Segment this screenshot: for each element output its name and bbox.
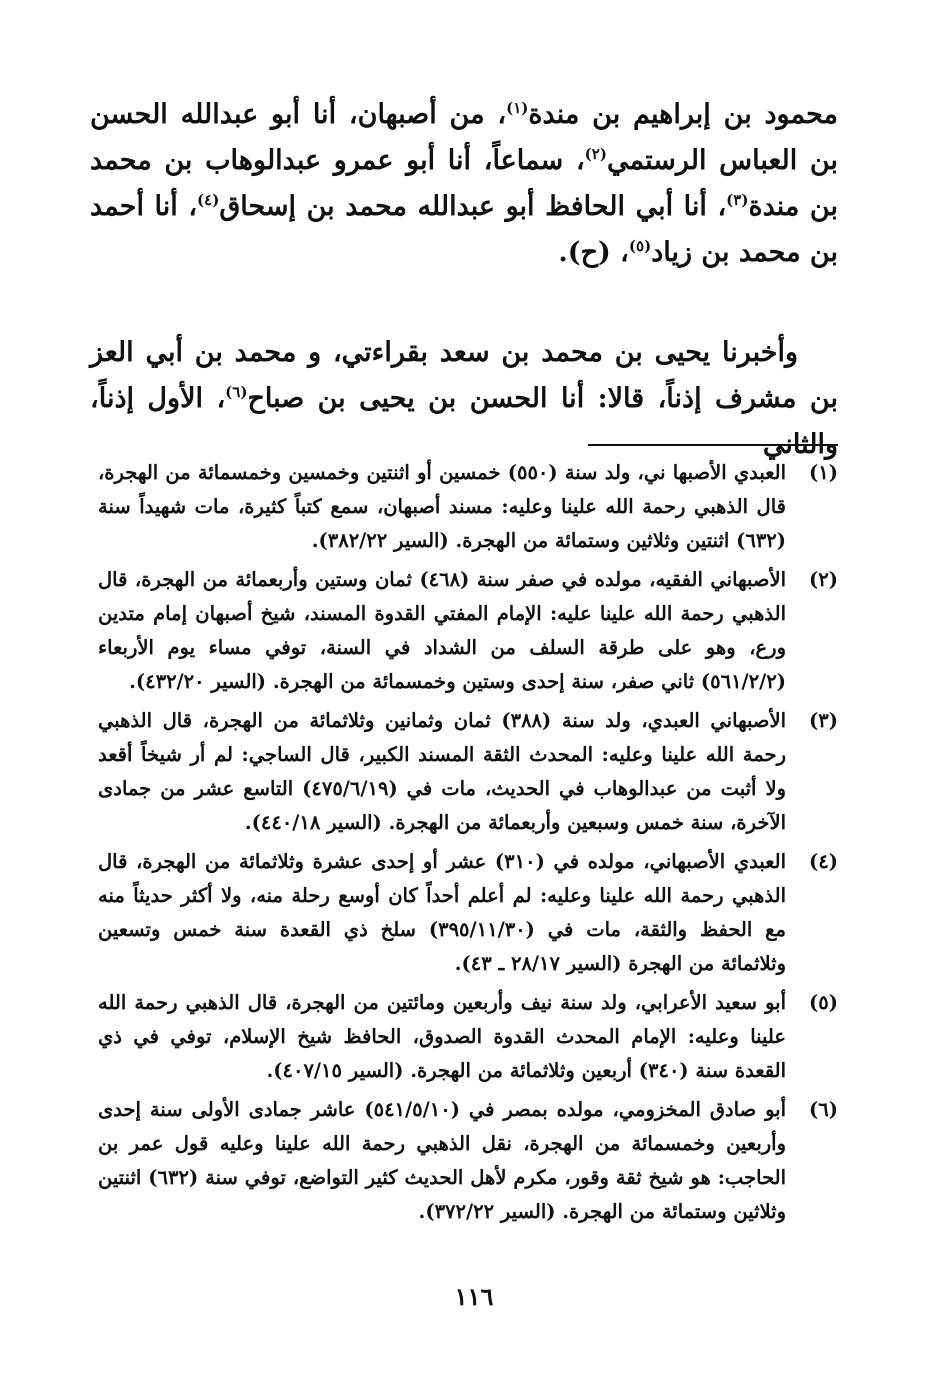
footnote-ref-1: (١) <box>506 99 529 117</box>
footnote-ref-6: (٦) <box>225 383 248 401</box>
footnote-number: (٢) <box>809 568 838 591</box>
paragraph-1: محمود بن إبراهيم بن مندة$^{(١)}$، من أصبهان، أنا أبو عبدالله الحسن بن العباس الرستمي$^{(٢)}$، سماعاً، أنا أبو عمرو عبدالوهاب بن محمد بن مندة$^{(٣)}$، أنا أبي الحافظ أبو عبدالله محمد بن إسحاق$^{(٤)}$، أنا أحمد بن محمد بن زياد$^{(٥)}$، (ح). <box>90 99 839 268</box>
footnotes <box>98 456 838 1234</box>
footnote-2 <box>98 563 838 699</box>
footnote-text: الأصبهاني الفقيه، مولده في صفر سنة (٤٦٨) ثمان وستين وأربعمائة من الهجرة، قال الذهبي رحمة الله علينا عليه: الإمام المفتي القدوة المسند، شيخ أصبهان إمام متدين ورع، وهو على طرقة السلف من الشداد في السنة، توفي مساء يوم الأربعاء (٥٦١/٢/٢) ثاني صفر، سنة إحدى وستين وخمسمائة من الهجرة. (السير ٤٣٢/٢٠). <box>98 568 786 693</box>
footnote-5 <box>98 986 838 1088</box>
footnote-number: (١) <box>809 461 838 484</box>
footnote-ref-2: (٢) <box>584 145 607 163</box>
footnote-4 <box>98 845 838 981</box>
footnote-text: العبدي الأصبها ني، ولد سنة (٥٥٠) خمسين أو اثنتين وخمسين وخمسمائة من الهجرة، قال الذهبي رحمة الله علينا وعليه: مسند أصبهان، سمع كتباً كثيرة، مات شهيداً سنة (٦٣٢) اثنتين وثلاثين وستمائة من الهجرة. (السير ٣٨٢/٢٢). <box>98 461 786 552</box>
footnote-ref-4: (٤) <box>197 191 220 209</box>
footnote-text: الأصبهاني العبدي، ولد سنة (٣٨٨) ثمان وثمانين وثلاثمائة من الهجرة، قال الذهبي رحمة الله علينا وعليه: المحدث الثقة المسند الكبير، قال الساجي: لم أر شيخاً أقعد ولا أثبت من عبدالوهاب في الحديث، مات في (٤٧٥/٦/١٩) التاسع عشر من جمادى الآخرة، سنة خمس وسبعين وأربعمائة من الهجرة. (السير ٤٤٠/١٨). <box>98 709 786 834</box>
footnote-3 <box>98 704 838 840</box>
footnote-number: (٣) <box>809 709 838 732</box>
footnote-1 <box>98 456 838 558</box>
footnote-number: (٥) <box>809 991 838 1014</box>
footnote-separator <box>588 444 838 446</box>
main-text-2 <box>90 330 838 468</box>
footnote-ref-5: (٥) <box>628 237 652 255</box>
footnote-text: أبو سعيد الأعرابي، ولد سنة نيف وأربعين ومائتين من الهجرة، قال الذهبي رحمة الله علينا وعليه: الإمام المحدث القدوة الصدوق، الحافظ شيخ الإسلام، توفي في ذي القعدة سنة (٣٤٠) أربعين وثلاثمائة من الهجرة. (السير ٤٠٧/١٥). <box>98 991 786 1082</box>
page-number: ١١٦ <box>454 1282 494 1311</box>
main-text <box>90 92 838 276</box>
footnote-6 <box>98 1093 838 1229</box>
paragraph-2: وأخبرنا يحيى بن محمد بن سعد بقراءتي، و محمد بن أبي العز بن مشرف إذناً، قالا: أنا الحسن بن يحيى بن صباح$^{(٦)}$، الأول إذناً، والثاني <box>90 337 838 460</box>
footnote-number: (٦) <box>809 1098 838 1121</box>
footnote-ref-3: (٣) <box>726 191 749 209</box>
footnote-text: أبو صادق المخزومي، مولده بمصر في (٥٤١/٥/١٠) عاشر جمادى الأولى سنة إحدى وأربعين وخمسمائة من الهجرة، نقل الذهبي رحمة الله علينا وعليه قول عمر بن الحاجب: هو شيخ ثقة وقور، مكرم لأهل الحديث كثير التواضع، توفي سنة (٦٣٢) اثنتين وثلاثين وستمائة من الهجرة. (السير ٣٧٢/٢٢). <box>98 1098 787 1223</box>
footnote-text: العبدي الأصبهاني، مولده في (٣١٠) عشر أو إحدى عشرة وثلاثمائة من الهجرة، قال الذهبي رحمة الله علينا وعليه: لم أعلم أحداً كان أوسع رحلة منه، ولا أكثر حديثاً منه مع الحفظ والثقة، مات في (٣٩٥/١١/٣٠) سلخ ذي القعدة سنة خمس وتسعين وثلاثمائة من الهجرة (السير ٢٨/١٧ ـ ٤٣). <box>98 850 786 975</box>
footnote-number: (٤) <box>809 850 838 873</box>
